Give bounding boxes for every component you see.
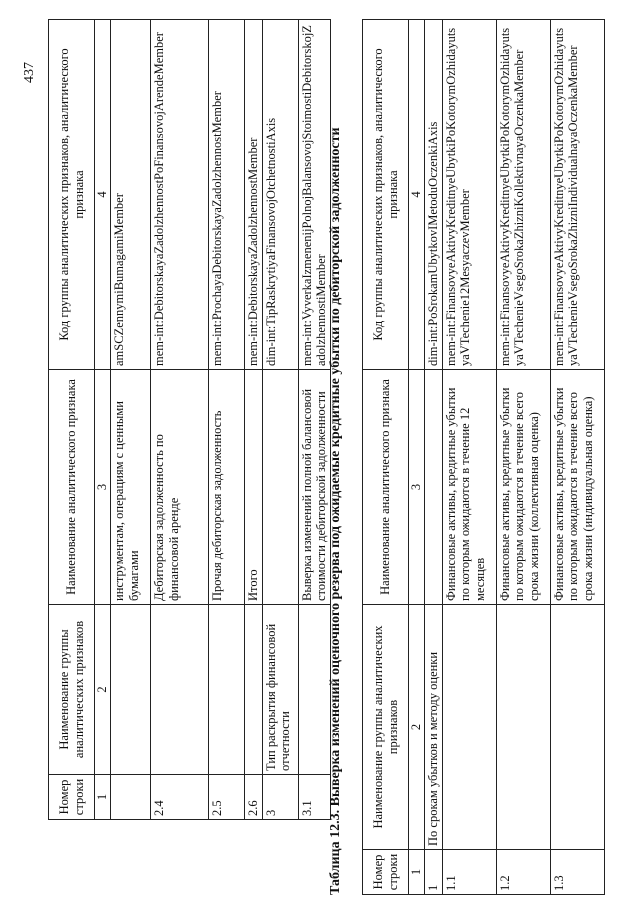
table-row [150,20,208,820]
attribute-name: Финансовые активы, кредитные убытки по которым ожидаются в течение 12 месяцев [442,370,496,605]
table-12-3 [362,19,605,895]
column-number-row [95,20,111,820]
table-row [262,20,298,820]
column-number: 1 [95,775,111,820]
column-number-row [409,20,425,895]
page-number: 437 [22,62,37,83]
group-name: Тип раскрытия финансовой отчетности [262,605,298,775]
header-row-number: Номер строки [363,850,409,895]
table-analytic-attributes-continued [48,19,331,820]
column-number: 3 [95,370,111,605]
column-number: 2 [409,605,425,850]
column-number: 4 [409,20,425,370]
table-header-row [363,20,409,895]
header-code: Код группы аналитических признаков, аналитического признака [363,20,409,370]
group-name [550,605,604,850]
attribute-code: mem-int:DebitorskayaZadolzhennostPoFinansovojArendeMember [150,20,208,370]
row-number: 3.1 [298,775,331,820]
table-row [208,20,244,820]
group-name [110,605,150,775]
group-name [244,605,262,775]
header-attribute-name: Наименование аналитического признака [49,370,95,605]
row-number: 3 [262,775,298,820]
row-number: 1.3 [550,850,604,895]
attribute-code: mem-int:FinansovyeAktivyKreditnyeUbytkiPoKotorymOzhidayutsyaVTechenie12MesyaczevMember [442,20,496,370]
table-row [244,20,262,820]
attribute-name: Прочая дебиторская задолженность [208,370,244,605]
table-row [424,20,442,895]
row-number: 1 [424,850,442,895]
table-caption: Таблица 12.3. Выверка изменений оценочного резерва под ожидаемые кредитные убытки по дебиторской задолженности [328,127,343,895]
attribute-name: инструментам, операциям с ценными бумагами [110,370,150,605]
column-number: 2 [95,605,111,775]
column-number: 3 [409,370,425,605]
column-number: 4 [95,20,111,370]
group-name [208,605,244,775]
row-number: 2.4 [150,775,208,820]
row-number: 1.1 [442,850,496,895]
attribute-name: Выверка изменений полной балансовой стоимости дебиторской задолженности [298,370,331,605]
attribute-code: mem-int:VyverkaIzmenenijPolnojBalansovojStoimostiDebitorskojZadolzhennostiMember [298,20,331,370]
row-number [110,775,150,820]
attribute-code: mem-int:ProchayaDebitorskayaZadolzhennostMember [208,20,244,370]
table-header-row [49,20,95,820]
row-number: 2.6 [244,775,262,820]
header-group-name: Наименование группы аналитических признаков [363,605,409,850]
table-row [442,20,496,895]
row-number: 2.5 [208,775,244,820]
table-row [550,20,604,895]
attribute-code: mem-int:FinansovyeAktivyKreditnyeUbytkiPoKotorymOzhidayutsyaVTechenieVsegoSrokaZhizniIndividualnayaOczenkaMember [550,20,604,370]
header-row-number: Номер строки [49,775,95,820]
group-name: По срокам убытков и методу оценки [424,605,442,850]
attribute-code: mem-int:FinansovyeAktivyKreditnyeUbytkiPoKotorymOzhidayutsyaVTechenieVsegoSrokaZhizniKollektivnayaOczenkaMember [496,20,550,370]
attribute-code: dim-int:PoSrokamUbytkovIMetoduOczenkiAxis [424,20,442,370]
table-row [496,20,550,895]
header-group-name: Наименование группы аналитических признаков [49,605,95,775]
attribute-name [262,370,298,605]
attribute-code: amSCZennymiBumagamiMember [110,20,150,370]
attribute-name: Итого [244,370,262,605]
table-row [110,20,150,820]
attribute-name [424,370,442,605]
attribute-code: mem-int:DebitorskayaZadolzhennostMember [244,20,262,370]
attribute-name: Дебиторская задолженность по финансовой аренде [150,370,208,605]
attribute-name: Финансовые активы, кредитные убытки по которым ожидаются в течение всего срока жизни (коллективная оценка) [496,370,550,605]
group-name [496,605,550,850]
row-number: 1.2 [496,850,550,895]
group-name [150,605,208,775]
attribute-code: dim-int:TipRaskrytiyaFinansovojOtchetnostiAxis [262,20,298,370]
header-attribute-name: Наименование аналитического признака [363,370,409,605]
column-number: 1 [409,850,425,895]
header-code: Код группы аналитических признаков, аналитического признака [49,20,95,370]
group-name [442,605,496,850]
attribute-name: Финансовые активы, кредитные убытки по которым ожидаются в течение всего срока жизни (индивидуальная оценка) [550,370,604,605]
